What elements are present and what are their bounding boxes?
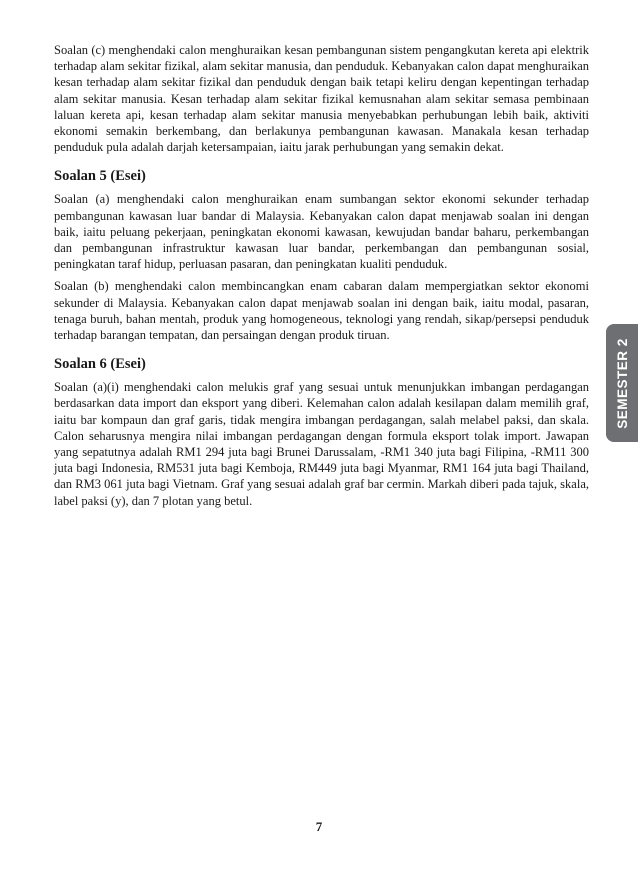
page-number: 7 [315, 819, 323, 834]
soalan-6-paragraph-a: Soalan (a)(i) menghendaki calon melukis graf yang sesuai untuk menunjukkan imbangan perdagangan berdasarkan data import dan eksport yang diberi. Kelemahan calon adalah kesilapan dalam memilih graf, iaitu bar kompaun dan graf garis, tidak mengira imbangan perdagangan, salah melabel paksi, dan skala. Calon seharusnya mengira nilai imbangan perdagangan dengan formula eksport tolak import. Jawapan yang sepatutnya adalah RM1 294 juta bagi Brunei Darussalam, -RM1 340 juta bagi Filipina, -RM11 300 juta bagi Indonesia, RM531 juta bagi Kemboja, RM449 juta bagi Myanmar, RM1 164 juta bagi Thailand, dan RM3 061 juta bagi Vietnam. Graf yang sesuai adalah graf bar cermin. Markah diberi pada tajuk, skala, label paksi (y), dan 7 plotan yang betul. [54, 380, 589, 508]
semester-side-tab [606, 324, 638, 442]
soalan-5-heading: Soalan 5 (Esei) [54, 168, 146, 185]
soalan-6-heading: Soalan 6 (Esei) [54, 356, 146, 373]
intro-paragraph: Soalan (c) menghendaki calon menghuraikan kesan pembangunan sistem pengangkutan kereta api elektrik terhadap alam sekitar fizikal, alam sekitar manusia, dan penduduk. Kebanyakan calon dapat menghuraikan kesan terhadap alam sekitar fizikal dan penduduk dengan baik tetapi keliru dengan kepentingan terhadap alam sekitar manusia. Kesan terhadap alam sekitar fizikal kemusnahan alam sekitar semasa pembinaan laluan kereta api, kesan terhadap alam sekitar manusia menyebabkan perhubungan lebih baik, aktiviti ekonomi semakin berkembang, dan berlakunya pembangunan kawasan. Manakala kesan terhadap penduduk pula adalah darjah ketersampaian, iaitu jarak perhubungan yang semakin dekat. [54, 43, 589, 155]
semester-tab-label: SEMESTER 2 [614, 337, 630, 429]
soalan-5-paragraph-a: Soalan (a) menghendaki calon menghuraikan enam sumbangan sektor ekonomi sekunder terhadap pembangunan kawasan luar bandar di Malaysia. Kebanyakan calon dapat menjawab soalan ini dengan baik, iaitu peluang pekerjaan, peningkatan ekonomi kawasan, kewujudan bandar baharu, perkembangan dan pembangunan infrastruktur kawasan luar bandar, perkembangan dan pembangunan sosial, peningkatan taraf hidup, perluasan pasaran, dan peningkatan kualiti penduduk. [54, 192, 589, 272]
soalan-5-paragraph-b: Soalan (b) menghendaki calon membincangkan enam cabaran dalam mempergiatkan sektor ekonomi sekunder di Malaysia. Kebanyakan calon dapat menjawab soalan ini dengan baik, iaitu modal, pasaran, tenaga buruh, bahan mentah, produk yang homogeneous, teknologi yang rendah, sikap/persepsi penduduk terhadap barangan tempatan, dan persaingan dengan produk tiruan. [54, 279, 589, 343]
page-content [54, 42, 589, 515]
